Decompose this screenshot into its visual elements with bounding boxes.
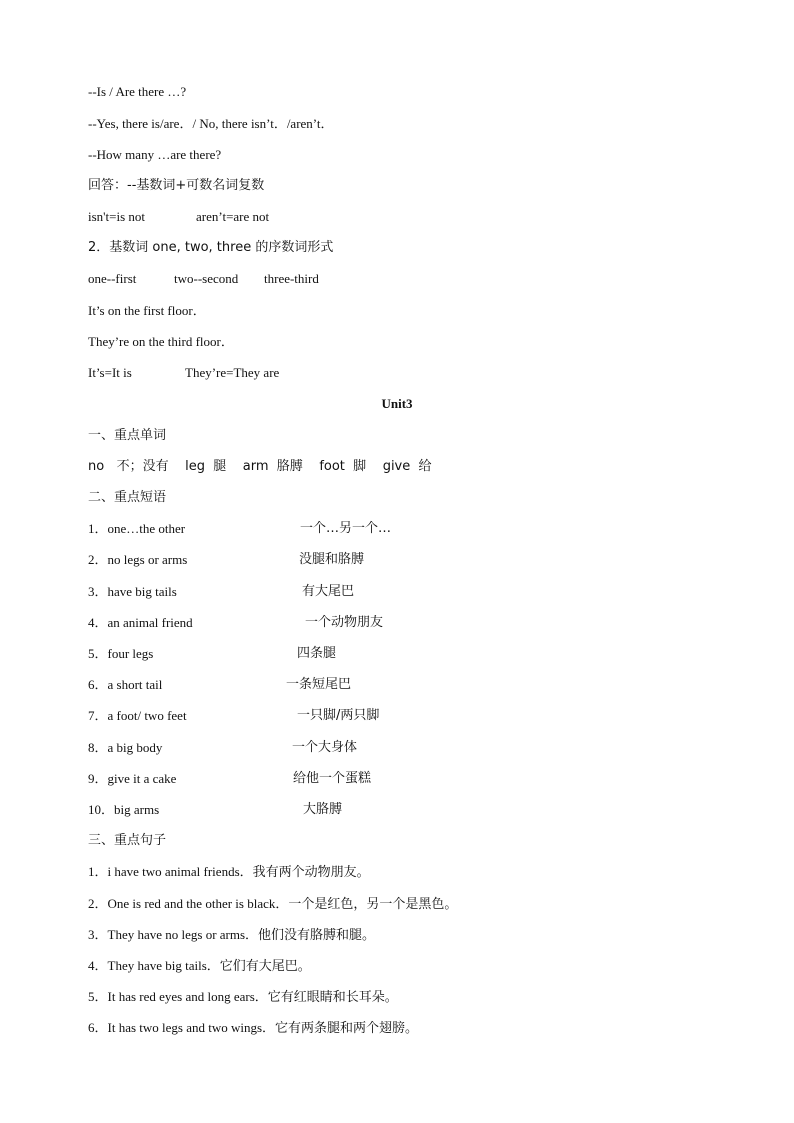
phrase-cn: 一个…另一个… [300,521,392,536]
phrase-cn: 一个大身体 [292,740,358,755]
grammar-question-1: --Is / Are there …? [88,84,187,99]
phrase-en: 7．a foot/ two feet [88,708,187,723]
phrase-cn: 一条短尾巴 [286,677,352,692]
phrase-cn: 大胳膊 [303,802,343,817]
section-key-phrases: 二、重点短语 [88,490,167,505]
phrase-cn: 四条腿 [297,646,337,661]
phrase-cn: 一个动物朋友 [305,615,384,630]
sentence: 3．They have no legs or arms．他们没有胳膊和腿。 [88,927,376,942]
contraction-isnt: isn't=is not [88,209,145,224]
phrase-cn: 给他一个蛋糕 [293,771,372,786]
example-first-floor: It’s on the first floor． [88,303,206,318]
phrase-en: 10．big arms [88,802,160,817]
phrase-cn: 没腿和胳膊 [299,552,365,567]
contraction-theyre: They’re=They are [185,365,280,380]
phrase-en: 2．no legs or arms [88,552,188,567]
grammar-answer-1: --Yes, there is/are．/ No, there isn’t．/aren’t． [88,116,334,131]
key-words-line: no 不；没有 leg 腿 arm 胳膊 foot 脚 give 给 [88,459,432,474]
sentence: 2．One is red and the other is black．一个是红色，另一个是黑色。 [88,896,458,911]
phrase-en: 6．a short tail [88,677,163,692]
phrase-en: 8．a big body [88,740,163,755]
sentence: 1．i have two animal friends．我有两个动物朋友。 [88,864,370,879]
sentence: 4．They have big tails．它们有大尾巴。 [88,958,311,973]
unit-title: Unit3 [381,396,413,411]
phrase-en: 4．an animal friend [88,615,193,630]
ordinal-one: one--first [88,271,137,286]
contraction-its: It’s=It is [88,365,132,380]
grammar-question-2: --How many …are there? [88,147,222,162]
phrase-en: 5．four legs [88,646,154,661]
phrase-en: 9．give it a cake [88,771,177,786]
sentence: 5．It has red eyes and long ears．它有红眼睛和长耳朵。 [88,989,398,1004]
phrase-cn: 一只脚/两只脚 [297,708,380,723]
sentence: 6．It has two legs and two wings．它有两条腿和两个翅膀。 [88,1020,419,1035]
phrase-cn: 有大尾巴 [302,584,355,599]
section-key-sentences: 三、重点句子 [88,833,167,848]
ordinal-two: two--second [174,271,239,286]
answer-label: 回答：--基数词+可数名词复数 [88,178,265,193]
ordinal-point-heading: 2．基数词 one, two, three 的序数词形式 [88,240,334,255]
example-third-floor: They’re on the third floor． [88,334,234,349]
section-key-words: 一、重点单词 [88,428,167,443]
phrase-en: 1．one…the other [88,521,186,536]
phrase-en: 3．have big tails [88,584,177,599]
ordinal-three: three-third [264,271,319,286]
contraction-arent: aren’t=are not [196,209,270,224]
